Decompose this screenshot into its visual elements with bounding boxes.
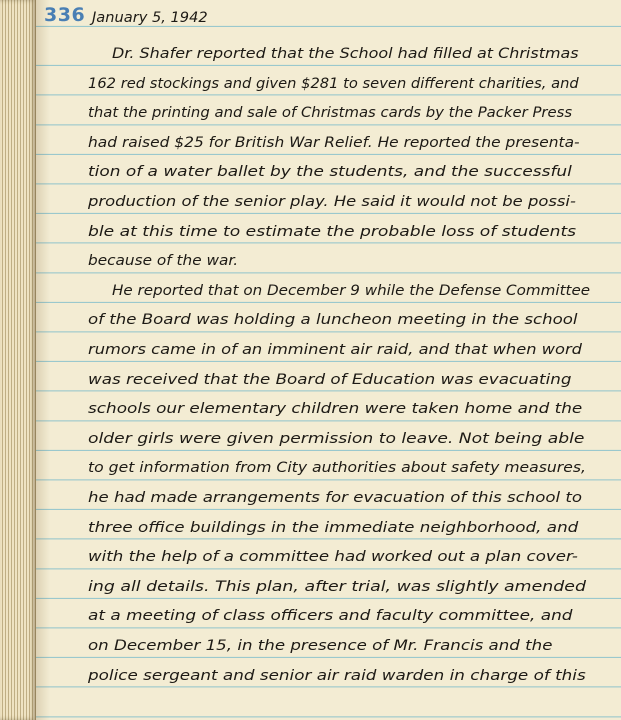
text-line: had raised $25 for British War Relief. He reported the presenta- — [88, 133, 580, 151]
text-line: three office buildings in the immediate neighborhood, and — [88, 518, 579, 536]
text-line: that the printing and sale of Christmas cards by the Packer Press — [88, 104, 573, 122]
entry-date: January 5, 1942 — [92, 9, 208, 26]
text-line: ing all details. This plan, after trial, was slightly amended — [88, 577, 586, 595]
text-line: he had made arrangements for evacuation of this school to — [88, 489, 583, 506]
text-line: tion of a water ballet by the students, and the successful — [88, 163, 572, 181]
text-line: older girls were given permission to leave. Not being able — [88, 429, 585, 447]
text-line: He reported that on December 9 while the Defense Committee — [112, 281, 591, 299]
page-number: 336 — [44, 4, 86, 26]
text-line: was received that the Board of Education was evacuating — [88, 370, 572, 388]
text-line: to get information from City authorities about safety measures, — [88, 459, 586, 477]
text-line: at a meeting of class officers and faculty committee, and — [88, 607, 573, 625]
text-line: on December 15, in the presence of Mr. Francis and the — [88, 637, 553, 654]
text-line: schools our elementary children were taken home and the — [88, 400, 583, 418]
text-line: rumors came in of an imminent air raid, and that when word — [88, 341, 582, 358]
text-line: because of the war. — [88, 252, 239, 270]
text-line: with the help of a committee had worked out a plan cover- — [88, 548, 578, 566]
text-line: Dr. Shafer reported that the School had filled at Christmas — [112, 45, 579, 62]
page-edges — [0, 0, 36, 720]
text-line: production of the senior play. He said it would not be possi- — [88, 193, 576, 210]
text-line: police sergeant and senior air raid warden in charge of this — [88, 666, 586, 684]
text-line: of the Board was holding a luncheon meeting in the school — [88, 311, 578, 329]
text-line: 162 red stockings and given $281 to seven different charities, and — [88, 74, 579, 92]
text-line: ble at this time to estimate the probable loss of students — [88, 222, 577, 240]
